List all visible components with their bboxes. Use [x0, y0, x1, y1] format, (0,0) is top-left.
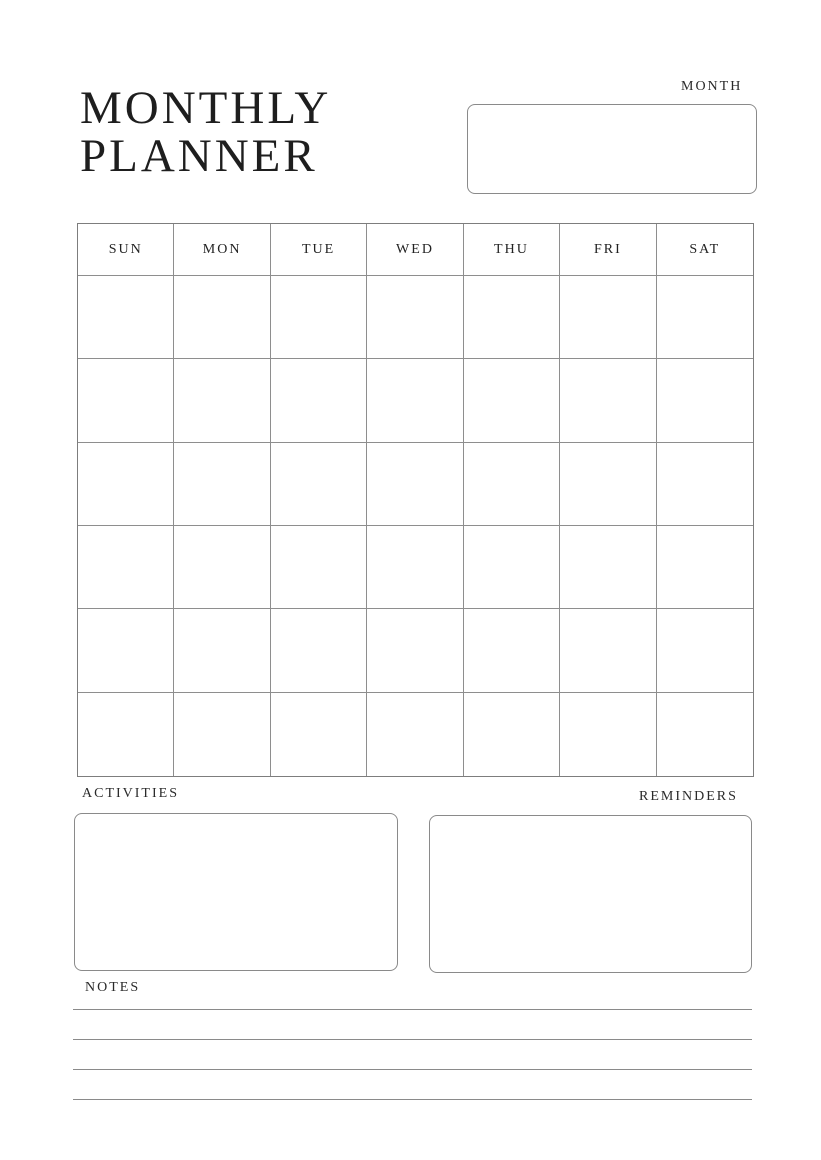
day-header-wed: WED — [367, 224, 463, 276]
calendar-day-cell[interactable] — [367, 443, 463, 526]
calendar-day-cell[interactable] — [78, 609, 174, 692]
title-line-monthly: MONTHLY — [80, 82, 332, 134]
calendar-day-cell[interactable] — [367, 276, 463, 359]
reminders-box[interactable] — [429, 815, 752, 973]
calendar-day-cell[interactable] — [367, 609, 463, 692]
calendar-day-cell[interactable] — [464, 693, 560, 776]
calendar-day-cell[interactable] — [271, 276, 367, 359]
notes-label: NOTES — [85, 980, 141, 995]
calendar-day-cell[interactable] — [174, 693, 270, 776]
page-title — [80, 84, 331, 180]
day-header-fri: FRI — [560, 224, 656, 276]
calendar-day-cell[interactable] — [560, 359, 656, 442]
month-input-box[interactable] — [467, 104, 757, 194]
note-line[interactable] — [73, 1009, 752, 1010]
reminders-label: REMINDERS — [639, 789, 738, 804]
day-header-sat: SAT — [657, 224, 753, 276]
calendar-day-cell[interactable] — [367, 526, 463, 609]
calendar-day-cell[interactable] — [174, 609, 270, 692]
calendar-day-cell[interactable] — [657, 276, 753, 359]
calendar-day-cell[interactable] — [657, 526, 753, 609]
calendar-day-cell[interactable] — [464, 443, 560, 526]
month-label: MONTH — [681, 79, 743, 94]
calendar-day-cell[interactable] — [464, 276, 560, 359]
calendar-day-cell[interactable] — [464, 609, 560, 692]
calendar-day-cell[interactable] — [174, 526, 270, 609]
calendar-day-cell[interactable] — [271, 693, 367, 776]
day-header-sun: SUN — [78, 224, 174, 276]
day-header-thu: THU — [464, 224, 560, 276]
calendar-day-cell[interactable] — [560, 443, 656, 526]
calendar-day-cell[interactable] — [464, 526, 560, 609]
activities-label: ACTIVITIES — [82, 786, 179, 801]
note-line[interactable] — [73, 1099, 752, 1100]
note-line[interactable] — [73, 1069, 752, 1070]
calendar-day-cell[interactable] — [367, 359, 463, 442]
calendar-day-cell[interactable] — [657, 443, 753, 526]
calendar-day-cell[interactable] — [271, 526, 367, 609]
calendar-day-cell[interactable] — [657, 693, 753, 776]
activities-box[interactable] — [74, 813, 398, 971]
day-header-mon: MON — [174, 224, 270, 276]
title-line-planner: PLANNER — [80, 130, 318, 182]
calendar-day-cell[interactable] — [174, 276, 270, 359]
calendar-day-cell[interactable] — [560, 693, 656, 776]
calendar-day-cell[interactable] — [657, 609, 753, 692]
calendar-day-cell[interactable] — [464, 359, 560, 442]
calendar-day-cell[interactable] — [78, 359, 174, 442]
calendar-day-cell[interactable] — [367, 693, 463, 776]
calendar-grid — [77, 223, 754, 777]
day-header-tue: TUE — [271, 224, 367, 276]
calendar-day-cell[interactable] — [174, 443, 270, 526]
calendar-day-cell[interactable] — [78, 276, 174, 359]
calendar-day-cell[interactable] — [560, 526, 656, 609]
calendar-day-cell[interactable] — [560, 276, 656, 359]
note-line[interactable] — [73, 1039, 752, 1040]
calendar-day-cell[interactable] — [174, 359, 270, 442]
calendar-day-cell[interactable] — [78, 443, 174, 526]
calendar-day-cell[interactable] — [560, 609, 656, 692]
calendar-day-cell[interactable] — [78, 693, 174, 776]
calendar-day-cell[interactable] — [271, 443, 367, 526]
calendar-day-cell[interactable] — [271, 609, 367, 692]
calendar-day-cell[interactable] — [657, 359, 753, 442]
calendar-day-cell[interactable] — [271, 359, 367, 442]
calendar-day-cell[interactable] — [78, 526, 174, 609]
